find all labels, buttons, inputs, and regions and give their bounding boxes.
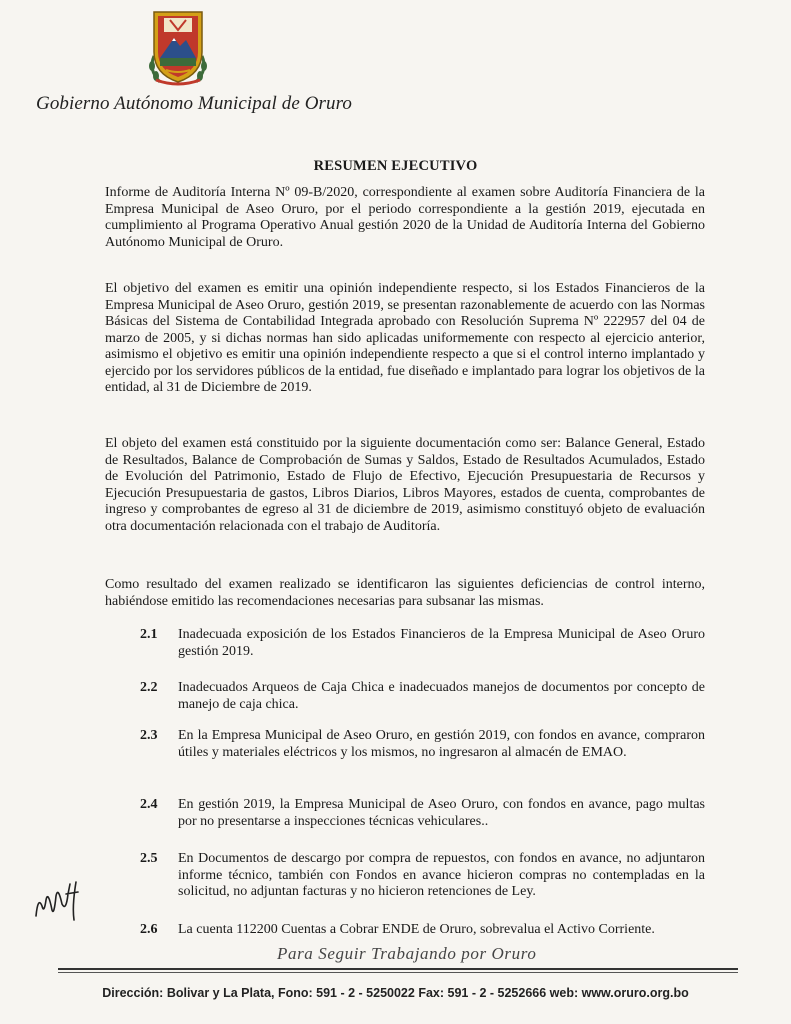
- finding-number: 2.4: [140, 797, 158, 812]
- slogan: Para Seguir Trabajando por Oruro: [277, 944, 537, 963]
- footer-divider: [58, 968, 738, 970]
- finding-text: Inadecuados Arqueos de Caja Chica e inadecuados manejos de documentos por concepto de manejo de caja chica.: [178, 680, 705, 712]
- footer-contact: Dirección: Bolivar y La Plata, Fono: 591 - 2 - 5250022 Fax: 591 - 2 - 5252666 web: www.oruro.org.bo: [102, 986, 689, 1000]
- municipal-emblem-logo: [146, 8, 210, 88]
- paragraph-objective: El objetivo del examen es emitir una opinión independiente respecto, si los Estados Financieros de la Empresa Municipal de Aseo Oruro, gestión 2019, se presentan razonablemente de acuerdo con las Normas Básicas del Sistema de Contabilidad Integrada aprobado con Resolución Suprema Nº 222957 del 04 de marzo de 2005, y si dichas normas han sido aplicadas uniformemente con respecto al ejercicio anterior, asimismo el objetivo es emitir una opinión independiente respecto a que si el control interno implantado y ejercido por los servidores públicos de la entidad, fue diseñado e implantado para lograr los objetivos de la entidad, al 31 de Diciembre de 2019.: [105, 281, 705, 395]
- finding-text: En la Empresa Municipal de Aseo Oruro, en gestión 2019, con fondos en avance, compraron útiles y materiales eléctricos y los mismos, no ingresaron al almacén de EMAO.: [178, 728, 705, 760]
- finding-text: En Documentos de descargo por compra de repuestos, con fondos en avance, no adjuntaron informe técnico, también con Fondos en avance hicieron compras no contempladas en la solicitud, no adjuntan facturas y no hicieron retenciones de Ley.: [178, 851, 705, 899]
- finding-number: 2.5: [140, 851, 158, 866]
- finding-number: 2.6: [140, 922, 158, 937]
- organization-name: Gobierno Autónomo Municipal de Oruro: [36, 93, 353, 114]
- finding-number: 2.1: [140, 627, 158, 642]
- footer-divider-thin: [58, 972, 738, 973]
- finding-text: Inadecuada exposición de los Estados Financieros de la Empresa Municipal de Aseo Oruro gestión 2019.: [178, 627, 705, 659]
- finding-number: 2.3: [140, 728, 158, 743]
- paragraph-result: Como resultado del examen realizado se identificaron las siguientes deficiencias de control interno, habiéndose emitido las recomendaciones necesarias para subsanar las mismas.: [105, 577, 705, 609]
- paragraph-intro: Informe de Auditoría Interna Nº 09-B/2020, correspondiente al examen sobre Auditoría Financiera de la Empresa Municipal de Aseo Oruro, por el periodo correspondiente a la gestión 2019, ejecutada en cumplimiento al Programa Operativo Anual gestión 2020 de la Unidad de Auditoría Interna del Gobierno Autónomo Municipal de Oruro.: [105, 185, 705, 250]
- finding-text: La cuenta 112200 Cuentas a Cobrar ENDE de Oruro, sobrevalua el Activo Corriente.: [178, 922, 655, 937]
- document-title: RESUMEN EJECUTIVO: [313, 158, 478, 174]
- handwritten-initials-signature: [32, 876, 90, 924]
- finding-number: 2.2: [140, 680, 158, 695]
- paragraph-object: El objeto del examen está constituido por la siguiente documentación como ser: Balance General, Estado de Resultados, Balance de Comprobación de Sumas y Saldos, Estado de Resultados Acumulados, Estado de Evolución del Patrimonio, Estado de Flujo de Efectivo, Ejecución Presupuestaria de Recursos y Ejecución Presupuestaria de gastos, Libros Diarios, Libros Mayores, estados de cuenta, comprobantes de ingreso y comprobantes de egreso al 31 de diciembre de 2019, asimismo constituyó objeto de evaluación otra documentación relacionada con el trabajo de Auditoría.: [105, 436, 705, 534]
- finding-text: En gestión 2019, la Empresa Municipal de Aseo Oruro, con fondos en avance, pago multas por no presentarse a inspecciones técnicas vehiculares..: [178, 797, 705, 829]
